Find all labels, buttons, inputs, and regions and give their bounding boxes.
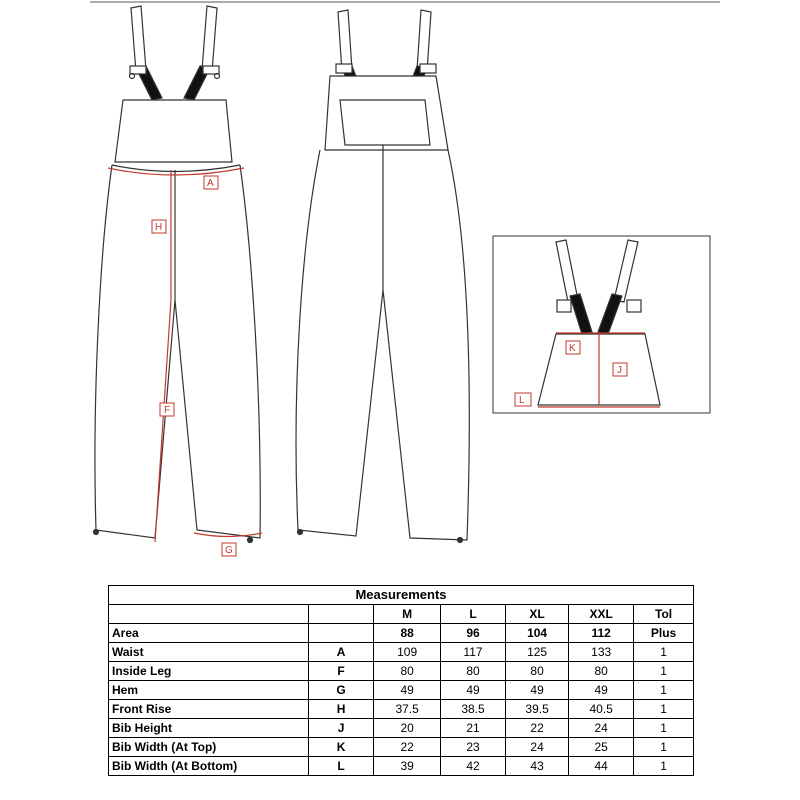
- front-view: [94, 6, 261, 543]
- table-cell: 1: [634, 643, 694, 662]
- row-code: J: [308, 719, 373, 738]
- table-cell: 117: [441, 643, 506, 662]
- table-header-row: [109, 605, 694, 624]
- table-cell: 112: [569, 624, 634, 643]
- table-row-bib-width-bottom: [109, 757, 694, 776]
- table-cell: 104: [505, 624, 568, 643]
- table-row-front-rise: [109, 700, 694, 719]
- header-cell-xl: XL: [505, 605, 568, 624]
- header-cell-m: M: [374, 605, 441, 624]
- measurements-table: [108, 585, 694, 776]
- header-cell: [109, 605, 309, 624]
- table-row-inside-leg: [109, 662, 694, 681]
- table-cell: 23: [441, 738, 506, 757]
- table-cell: 88: [374, 624, 441, 643]
- table-cell: 1: [634, 738, 694, 757]
- table-cell: 1: [634, 662, 694, 681]
- front-right-hem-snap: [248, 538, 253, 543]
- front-left-strap: [130, 6, 163, 100]
- table-row-bib-width-top: [109, 738, 694, 757]
- front-left-hem-snap: [94, 530, 99, 535]
- back-view: [296, 10, 469, 543]
- table-row-bib-height: [109, 719, 694, 738]
- inset-right-buckle: [627, 300, 641, 312]
- table-row-hem: [109, 681, 694, 700]
- table-cell: 22: [374, 738, 441, 757]
- table-cell: 43: [505, 757, 568, 776]
- header-cell-xxl: XXL: [569, 605, 634, 624]
- table-cell: Plus: [634, 624, 694, 643]
- label-l: L: [519, 395, 525, 406]
- row-label: Hem: [109, 681, 309, 700]
- row-code: H: [308, 700, 373, 719]
- front-waist-band: [112, 165, 240, 172]
- table-cell: 24: [505, 738, 568, 757]
- table-cell: 22: [505, 719, 568, 738]
- inside-leg-guide-line: [155, 300, 171, 542]
- table-title: Measurements: [109, 586, 694, 605]
- table-cell: 133: [569, 643, 634, 662]
- table-cell: 80: [505, 662, 568, 681]
- header-cell-tol: Tol: [634, 605, 694, 624]
- label-g: G: [225, 545, 233, 556]
- table-cell: 49: [569, 681, 634, 700]
- table-cell: 44: [569, 757, 634, 776]
- table-cell: 49: [505, 681, 568, 700]
- table-cell: 20: [374, 719, 441, 738]
- row-label: Front Rise: [109, 700, 309, 719]
- front-measure-guides: [108, 168, 262, 542]
- table-cell: 96: [441, 624, 506, 643]
- table-cell: 39: [374, 757, 441, 776]
- table-row-waist: [109, 643, 694, 662]
- label-k: K: [569, 343, 576, 354]
- header-cell-l: L: [441, 605, 506, 624]
- table-cell: 49: [441, 681, 506, 700]
- front-trouser-outline: [95, 165, 260, 538]
- table-cell: 80: [374, 662, 441, 681]
- table-area-row: [109, 624, 694, 643]
- row-label: Bib Width (At Top): [109, 738, 309, 757]
- row-label: Inside Leg: [109, 662, 309, 681]
- table-cell: 1: [634, 757, 694, 776]
- row-code: L: [308, 757, 373, 776]
- row-code: G: [308, 681, 373, 700]
- row-code: K: [308, 738, 373, 757]
- table-cell: 37.5: [374, 700, 441, 719]
- row-code: A: [308, 643, 373, 662]
- table-cell: 40.5: [569, 700, 634, 719]
- row-label: Area: [109, 624, 309, 643]
- table-cell: 1: [634, 700, 694, 719]
- back-left-hem-snap: [298, 530, 303, 535]
- label-j: J: [617, 365, 622, 376]
- table-cell: 21: [441, 719, 506, 738]
- header-cell: [308, 605, 373, 624]
- front-right-strap: [184, 6, 220, 100]
- table-cell: 80: [441, 662, 506, 681]
- label-f: F: [164, 405, 171, 416]
- table-cell: 42: [441, 757, 506, 776]
- table-cell: 25: [569, 738, 634, 757]
- table-cell: 39.5: [505, 700, 568, 719]
- front-bib: [115, 100, 232, 162]
- row-label: Bib Width (At Bottom): [109, 757, 309, 776]
- table-cell: 1: [634, 719, 694, 738]
- table-cell: 109: [374, 643, 441, 662]
- back-right-hem-snap: [458, 538, 463, 543]
- row-label: Waist: [109, 643, 309, 662]
- table-cell: 125: [505, 643, 568, 662]
- row-code: F: [308, 662, 373, 681]
- table-cell: 49: [374, 681, 441, 700]
- table-cell: 24: [569, 719, 634, 738]
- label-a: A: [207, 178, 214, 189]
- table-cell: 38.5: [441, 700, 506, 719]
- row-code: [308, 624, 373, 643]
- inset-left-buckle: [557, 300, 571, 312]
- table-cell: 80: [569, 662, 634, 681]
- row-label: Bib Height: [109, 719, 309, 738]
- table-cell: 1: [634, 681, 694, 700]
- label-h: H: [155, 222, 163, 233]
- table-title-row: [109, 586, 694, 605]
